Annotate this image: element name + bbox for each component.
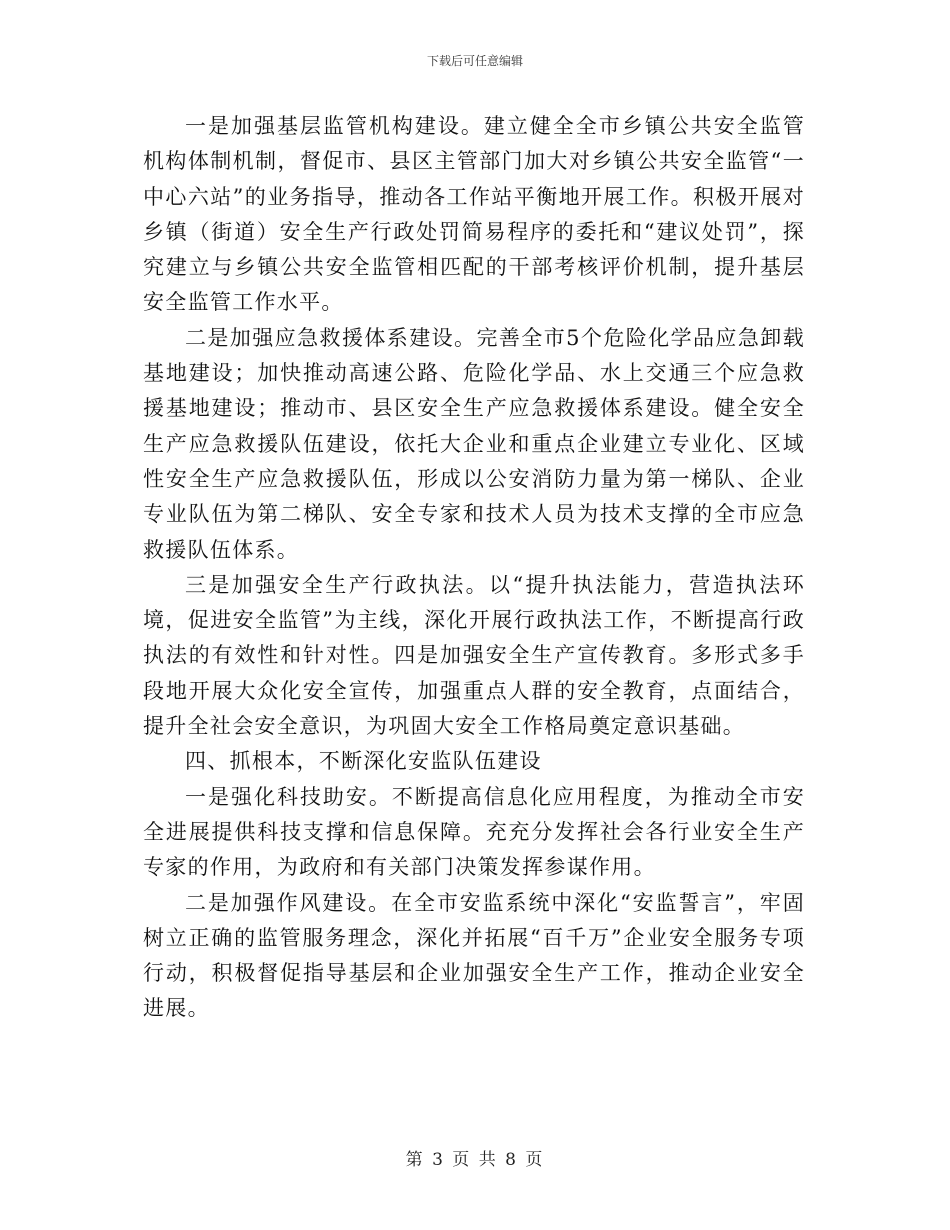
document-body xyxy=(143,109,805,1027)
page-number: 第 3 页 共 8 页 xyxy=(405,1150,545,1170)
paragraph-technology-support: 一是强化科技助安。不断提高信息化应用程度，为推动全市安全进展提供科技支撑和信息保障。充充分发挥社会各行业安全生产专家的作用，为政府和有关部门决策发挥参谋作用。 xyxy=(143,784,805,880)
section-heading: 四、抓根本，不断深化安监队伍建设 xyxy=(185,749,542,774)
paragraph-strengthen-grassroots-supervision: 一是加强基层监管机构建设。建立健全全市乡镇公共安全监管机构体制机制，督促市、县区主管部门加大对乡镇公共安全监管“一中心六站”的业务指导，推动各工作站平衡地开展工作。积极开展对乡镇（街道）安全生产行政处罚简易程序的委托和“建议处罚”，探究建立与乡镇公共安全监管相匹配的干部考核评价机制，提升基层安全监管工作水平。 xyxy=(143,114,805,315)
paragraph-work-style-building: 二是加强作风建设。在全市安监系统中深化“安监誓言”，牢固树立正确的监管服务理念，深化并拓展“百千万”企业安全服务专项行动，积极督促指导基层和企业加强安全生产工作，推动企业安全进展。 xyxy=(143,890,805,1021)
paragraph-emergency-rescue-system: 二是加强应急救援体系建设。完善全市5个危险化学品应急卸载基地建设；加快推动高速公路、危险化学品、水上交通三个应急救援基地建设；推动市、县区安全生产应急救援体系建设。健全安全生产应急救援队伍建设，依托大企业和重点企业建立专业化、区域性安全生产应急救援队伍，形成以公安消防力量为第一梯队、企业专业队伍为第二梯队、安全专家和技术人员为技术支撑的全市应急救援队伍体系。 xyxy=(143,325,805,562)
paragraph-administrative-enforcement: 三是加强安全生产行政执法。以“提升执法能力，营造执法环境，促进安全监管”为主线，深化开展行政执法工作，不断提高行政执法的有效性和针对性。四是加强安全生产宣传教育。多形式多手段地开展大众化安全宣传，加强重点人群的安全教育，点面结合，提升全社会安全意识，为巩固大安全工作格局奠定意识基础。 xyxy=(143,572,805,739)
page-header: 下载后可任意编辑 xyxy=(426,54,523,68)
